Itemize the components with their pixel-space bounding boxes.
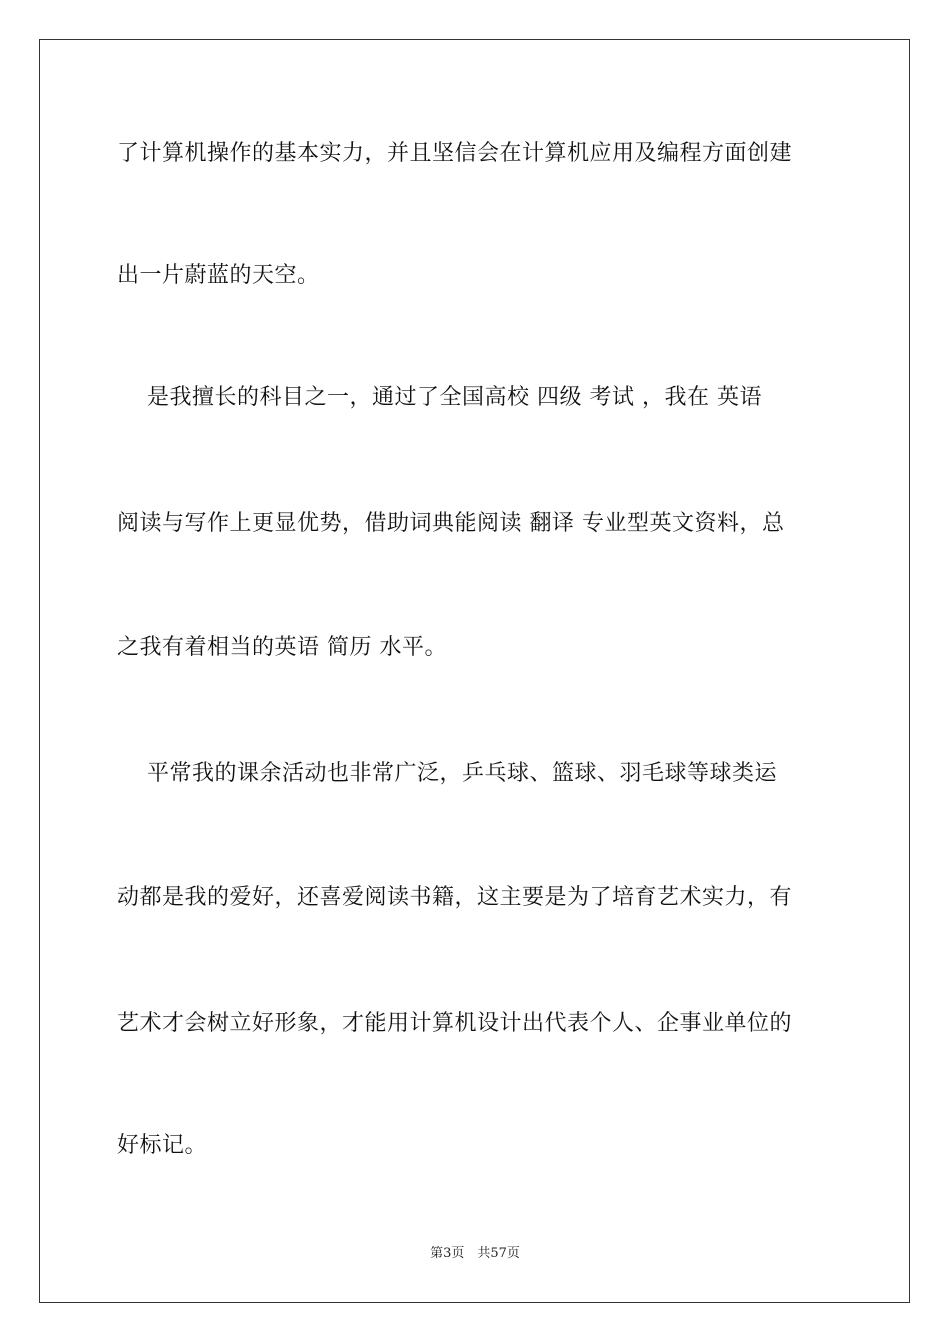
text-line: 出一片蔚蓝的天空。 xyxy=(117,263,320,288)
text-line: 艺术才会树立好形象，才能用计算机设计出代表个人、企事业单位的 xyxy=(117,1011,793,1036)
text-line: 动都是我的爱好，还喜爱阅读书籍，这主要是为了培育艺术实力，有 xyxy=(117,885,793,910)
page-border xyxy=(39,39,910,1303)
text-line: 之我有着相当的英语 简历 水平。 xyxy=(117,635,447,660)
page-number: 第3页 共57页 xyxy=(430,1246,520,1261)
text-line: 了计算机操作的基本实力，并且坚信会在计算机应用及编程方面创建 xyxy=(117,141,793,166)
text-line: 好标记。 xyxy=(117,1133,208,1158)
text-line: 阅读与写作上更显优势，借助词典能阅读 翻译 专业型英文资料，总 xyxy=(117,511,785,536)
text-line: 平常我的课余活动也非常广泛，乒乓球、篮球、羽毛球等球类运 xyxy=(117,761,777,786)
text-line: 是我擅长的科目之一，通过了全国高校 四级 考试 ，我在 英语 xyxy=(117,385,762,410)
